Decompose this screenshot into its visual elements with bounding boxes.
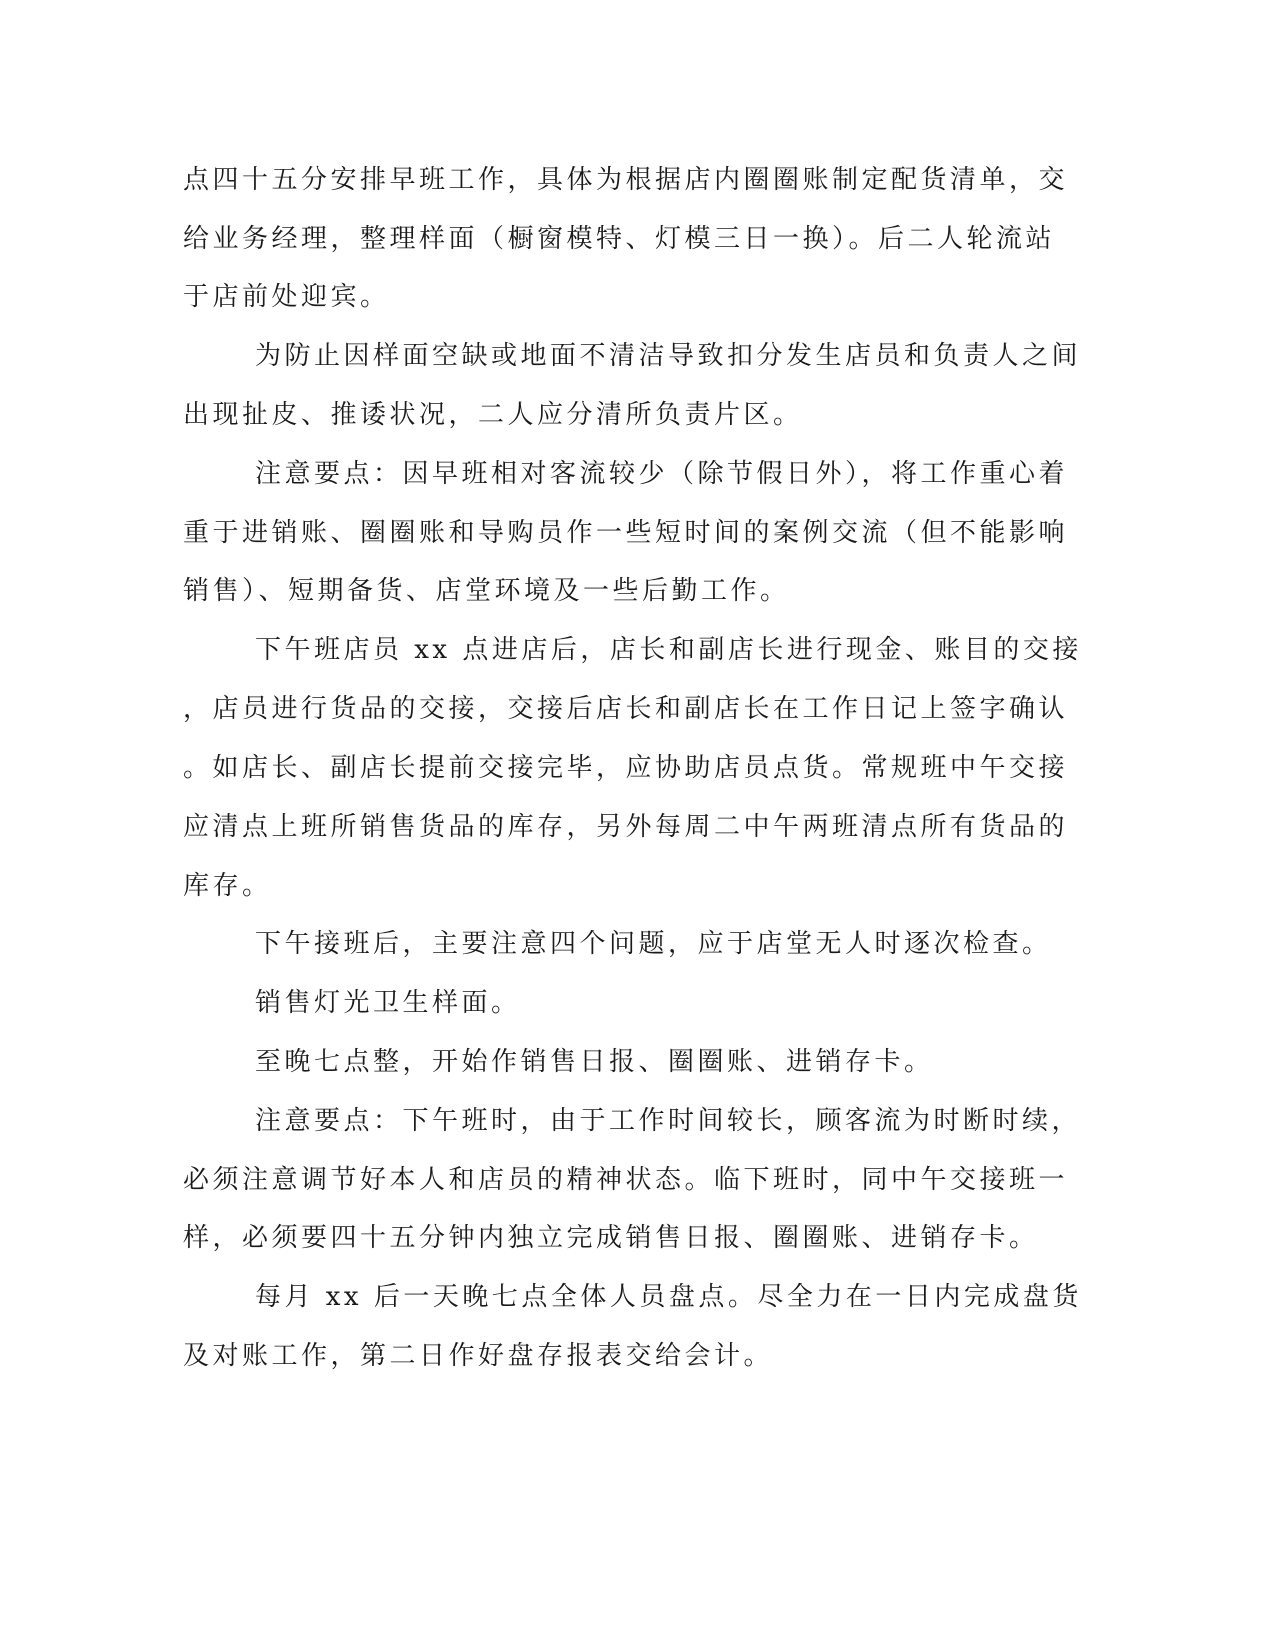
text-line: 销售）、短期备货、店堂环境及一些后勤工作。 [183,576,790,606]
text-line: 下午接班后，主要注意四个问题，应于店堂无人时逐次检查。 [255,929,1052,959]
text-line: 点四十五分安排早班工作，具体为根据店内圈圈账制定配货清单，交 [183,165,1069,195]
text-line: 销售灯光卫生样面。 [255,988,521,1018]
text-line: 出现扯皮、推诿状况，二人应分清所负责片区。 [183,400,803,430]
text-line: 为防止因样面空缺或地面不清洁导致扣分发生店员和负责人之间 [255,341,1082,371]
text-line: 注意要点：下午班时，由于工作时间较长，顾客流为时断时续， [255,1106,1082,1136]
text-line: 于店前处迎宾。 [183,282,390,312]
text-line: 样，必须要四十五分钟内独立完成销售日报、圈圈账、进销存卡。 [183,1223,1039,1253]
text-line: 给业务经理，整理样面（橱窗模特、灯模三日一换）。后二人轮流站 [183,224,1056,254]
text-line: 下午班店员 xx 点进店后，店长和副店长进行现金、账目的交接 [255,635,1082,665]
text-line: ，店员进行货品的交接，交接后店长和副店长在工作日记上签字确认 [183,694,1069,724]
text-line: 库存。 [183,871,272,901]
text-line: 。如店长、副店长提前交接完毕，应协助店员点货。常规班中午交接 [183,753,1069,783]
text-line: 注意要点：因早班相对客流较少（除节假日外），将工作重心着 [255,459,1069,489]
text-line: 应清点上班所销售货品的库存，另外每周二中午两班清点所有货品的 [183,812,1069,842]
text-line: 重于进销账、圈圈账和导购员作一些短时间的案例交流（但不能影响 [183,518,1069,548]
text-line: 及对账工作，第二日作好盘存报表交给会计。 [183,1341,774,1371]
text-line: 至晚七点整，开始作销售日报、圈圈账、进销存卡。 [255,1047,934,1077]
text-line: 必须注意调节好本人和店员的精神状态。临下班时，同中午交接班一 [183,1165,1069,1195]
text-line: 每月 xx 后一天晚七点全体人员盘点。尽全力在一日内完成盘货 [255,1282,1082,1312]
